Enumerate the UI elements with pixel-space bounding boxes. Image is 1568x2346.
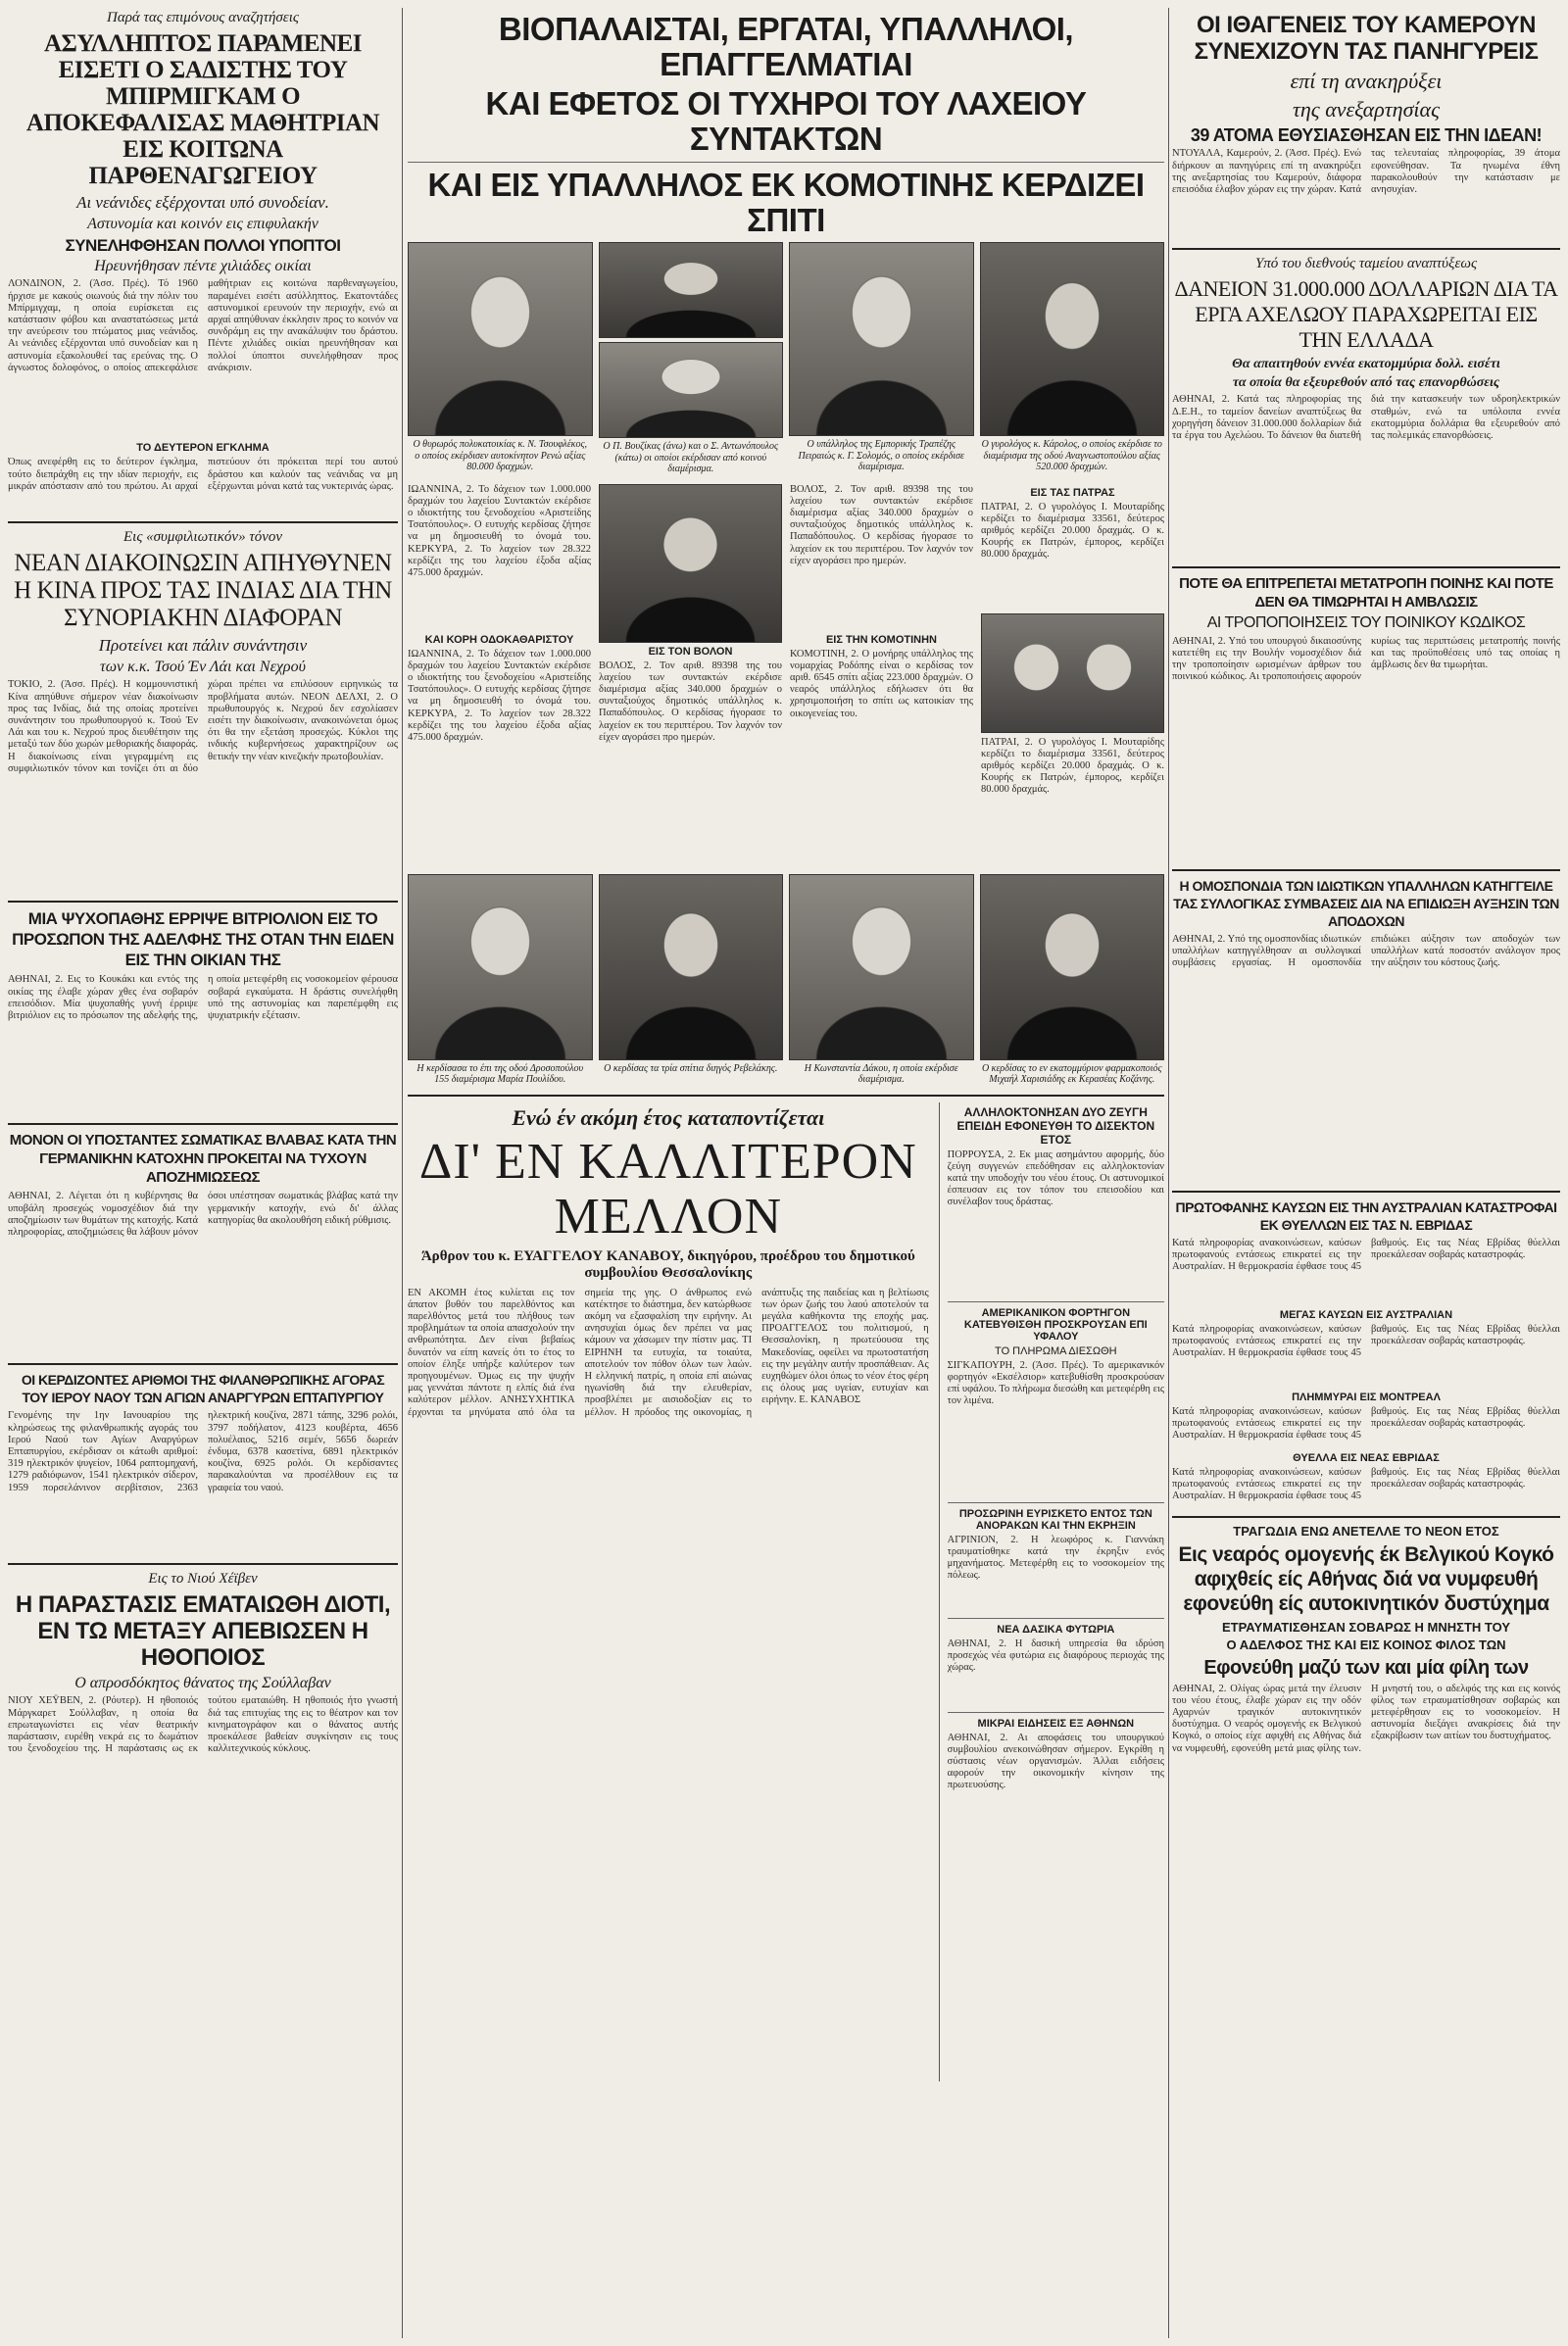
article-body: ΚΟΜΟΤΙΝΗ, 2. Ο μονήρης υπάλληλος της νομαρχίας Ροδόπης είναι ο κερδίσας τον αριθ. 6545 σπίτι αξίας 223.000 δραχμών. Ο νεαρός υπάλληλος εδήλωσεν ότι θα χρησιμοποιήση το σπίτι ως κατοικίαν της οικογενείας του. <box>790 648 973 719</box>
article-body: ΝΤΟΥΑΛΑ, Καμερούν, 2. (Άσσ. Πρές). Ενώ διήρκουν αι πανηγύρεις επί τη ανακηρύξει της ανεξαρτησίας του Καμερούν, διάφορα επεισόδια έλαβον χώραν εις την χώραν. Κατά τας τελευταίας πληροφορίας, 39 άτομα εφονεύθησαν. Τα ηνωμένα έθνη παρακολουθούν την κατάστασιν με ανησυχίαν. <box>1172 148 1560 195</box>
subheadline: Αστυνομία και κοινόν εις επιφυλακήν <box>87 216 318 232</box>
section-heading: ΜΕΓΑΣ ΚΑΥΣΩΝ ΕΙΣ ΑΥΣΤΡΑΛΙΑΝ <box>1279 1308 1453 1321</box>
divider <box>8 1363 398 1365</box>
article-body: Κατά πληροφορίας ανακοινώσεων, καύσων πρωτοφανούς εντάσεως επικρατεί εις την Αυστραλίαν. Η θερμοκρασία έφθασε τους 45 βαθμούς. Εις τας Νέας Εβρίδας θύελλαι προεκάλεσαν σοβαράς καταστροφάς. <box>1172 1237 1560 1273</box>
brief-body: ΑΘΗΝΑΙ, 2. Η δασική υπηρεσία θα ιδρύση προσεχώς νέα φυτώρια εις διαφόρους περιοχάς της χώρας. <box>947 1637 1164 1673</box>
subheadline: ΣΥΝΕΛΗΦΘΗΣΑΝ ΠΟΛΛΟΙ ΥΠΟΠΤΟΙ <box>65 236 341 255</box>
brief-body: ΠΟΡΡΟΥΣΑ, 2. Εκ μιας ασημάντου αφορμής, δύο ζεύγη συγγενών επεδόθησαν εις αλληλοκτονίαν κατά την υποδοχήν του νέου έτους. Οι αστυνομικοί έσπευσαν εις τον τόπον του επεισοδίου και συνέλαβον τους δράστας. <box>947 1149 1164 1208</box>
brief-headline: ΑΛΛΗΛΟΚΤΟΝΗΣΑΝ ΔΥΟ ΖΕΥΓΗ ΕΠΕΙΔΗ ΕΦΟΝΕΥΘΗ ΤΟ ΔΙΣΕΚΤΟΝ ΕΤΟΣ <box>956 1104 1155 1147</box>
headline: ΟΙ ΙΘΑΓΕΝΕΙΣ ΤΟΥ ΚΑΜΕΡΟΥΝ ΣΥΝΕΧΙΖΟΥΝ ΤΑΣ ΠΑΝΗΓΥΡΕΙΣ <box>1194 12 1539 65</box>
photo-caption: Ο κερδίσας τα τρία σπίτια διηγός Ρεβελάκης. <box>604 1062 778 1074</box>
brief-body: ΑΓΡΙΝΙΟΝ, 2. Η λεωφόρος κ. Γιαννάκη τραυματίσθηκε κατά την έκρηξιν ενός μηχανήματος. Μετεφέρθη εις το νοσοκομείον της πόλεως. <box>947 1534 1164 1582</box>
article-body: ΑΘΗΝΑΙ, 2. Υπό της ομοσπονδίας ιδιωτικών υπαλλήλων κατηγγέλθησαν αι συλλογικαί συμβάσεις εργασίας. Η ομοσπονδία επιδιώκει αύξησιν των αποδοχών των υπαλλήλων κατά ποσοστόν ανάλογον προς την αύξησιν του κόστους ζωής. <box>1172 933 1560 969</box>
divider <box>948 1618 1164 1619</box>
center-column <box>408 6 1164 2340</box>
left-column <box>8 6 398 2340</box>
brief-body: ΣΙΓΚΑΠΟΥΡΗ, 2. (Άσσ. Πρές). Το αμερικανικόν φορτηγόν «Εκσέλσιορ» κατεβυθίσθη προσκρούσαν επί υφάλου. Το πλήρωμα διεσώθη και μετεφέρθη εις τον λιμένα. <box>947 1359 1164 1407</box>
brief-headline: ΑΜΕΡΙΚΑΝΙΚΟΝ ΦΟΡΤΗΓΟΝ ΚΑΤΕΒΥΘΙΣΘΗ ΠΡΟΣΚΡΟΥΣΑΝ ΕΠΙ ΥΦΑΛΟΥ <box>963 1306 1148 1343</box>
photo-caption: Ο κερδίσας το εν εκατομμύριον φαρμακοποιός Μιχαήλ Χαρισιάδης εκ Κερασέας Κοζάνης. <box>981 1062 1162 1085</box>
photo-caption: Ο θυρωρός πολυκατοικίας κ. Ν. Τσουφλέκος, ο οποίος εκέρδισεν αυτοκίνητον Ρενώ αξίας 80.000 δραχμών. <box>413 439 588 472</box>
portrait-photo <box>789 874 974 1060</box>
right-column <box>1172 6 1560 2340</box>
divider <box>1172 869 1560 871</box>
subheadline: ΑΙ ΤΡΟΠΟΠΟΙΗΣΕΙΣ ΤΟΥ ΠΟΙΝΙΚΟΥ ΚΩΔΙΚΟΣ <box>1206 614 1526 632</box>
section-heading: ΕΙΣ ΤΑΣ ΠΑΤΡΑΣ <box>1030 486 1115 499</box>
main-headline: ΚΑΙ ΕΦΕΤΟΣ ΟΙ ΤΥΧΗΡΟΙ ΤΟΥ ΛΑΧΕΙΟΥ ΣΥΝΤΑΚΤΩΝ <box>485 85 1087 157</box>
article-body: ΙΩΑΝΝΙΝΑ, 2. Το δάχειον των 1.000.000 δραχμών του λαχείου Συντακτών εκέρδισε ο ιδιοκτήτης του ξενοδοχείου «Αριστείδης Τσατόπουλος». Ο ευτυχής κερδίσας ζήτησε να μη δημοσιευθή το όνομά του. ΚΕΡΚΥΡΑ, 2. Το λαχείον των 28.322 κερδίζει της του λαχείου έξοδα αξίας 475.000 δραχμών. <box>408 648 591 743</box>
article-body: Γενομένης την 1ην Ιανουαρίου της κληρώσεως της φιλανθρωπικής αγοράς του Ιερού Ναού των Αγίων Αναργύρων Επταπυργίου, εκέρδισαν οι κάτωθι αριθμοί: 319 ηλεκτρικόν ψυγείον, 1064 ραπτομηχανή, 1279 ραδιόφωνον, 1541 ηλεκτρικόν σίδερον, 1959 πορσελάνινον σερβίτσιον, 2363 ηλεκτρική κουζίνα, 2871 τάπης, 3296 ρολόι, 3797 ποδήλατον, 4123 κουβέρτα, 4656 πολυέλαιος, 5216 σεμέν, 5656 δωρεάν ένδυμα, 6378 κασετίνα, 6891 ηλεκτρικόν κουζίνα, 6925 ρολόι. Οι κερδίσαντες παρακαλούνται να προσέλθουν εις τα γραφεία του ναού. <box>8 1410 398 1493</box>
article-body: ΒΟΛΟΣ, 2. Τον αριθ. 89398 της του λαχείου των συντακτών εκέρδισε διαμέρισμα αξίας 340.000 δραχμών ο συνταξιούχος δημοτικός υπάλληλος κ. Παπαδόπουλος. Ο κερδίσας ήγορασε το λαχείον εκ του περιπτέρου. Τον λαχνόν τον είχεν αγοράσει προ ημερών. <box>599 660 782 743</box>
subheadline: τα οποία θα εξευρεθούν από τας επανορθώσεις <box>1232 375 1500 391</box>
divider <box>8 521 398 523</box>
portrait-photo <box>599 342 784 438</box>
photo-row <box>408 242 1164 478</box>
main-headline: ΚΑΙ ΕΙΣ ΥΠΑΛΛΗΛΟΣ ΕΚ ΚΟΜΟΤΙΝΗΣ ΚΕΡΔΙΖΕΙ ΣΠΙΤΙ <box>427 167 1145 238</box>
editorial <box>408 1102 929 2081</box>
divider <box>1172 248 1560 250</box>
subheadline: Θα απαιτηθούν εννέα εκατομμύρια δολλ. εισέτι <box>1232 357 1500 372</box>
subheadline: ΕΤΡΑΥΜΑΤΙΣΘΗΣΑΝ ΣΟΒΑΡΩΣ Η ΜΝΗΣΤΗ ΤΟΥ <box>1221 1619 1511 1635</box>
article-body: ΒΟΛΟΣ, 2. Τον αριθ. 89398 της του λαχείου των συντακτών εκέρδισε διαμέρισμα αξίας 340.000 δραχμών ο συνταξιούχος δημοτικός υπάλληλος κ. Παπαδόπουλος. Ο κερδίσας ήγορασε το λαχείον εκ του περιπτέρου. Τον λαχνόν τον είχεν αγοράσει προ ημερών. <box>790 483 973 566</box>
article-body: Κατά πληροφορίας ανακοινώσεων, καύσων πρωτοφανούς εντάσεως επικρατεί εις την Αυστραλίαν. Η θερμοκρασία έφθασε τους 45 βαθμούς. Εις τας Νέας Εβρίδας θύελλαι προεκάλεσαν σοβαράς καταστροφάς. <box>1172 1405 1560 1442</box>
group-photo <box>981 613 1164 733</box>
portrait-photo <box>789 242 974 436</box>
divider <box>1172 1191 1560 1193</box>
portrait-photo <box>599 242 784 338</box>
headline: ΔΑΝΕΙΟΝ 31.000.000 ΔΟΛΛΑΡΙΩΝ ΔΙΑ ΤΑ ΕΡΓΑ ΑΧΕΛΩΟΥ ΠΑΡΑΧΩΡΕΙΤΑΙ ΕΙΣ ΤΗΝ ΕΛΛΑΔΑ <box>1174 276 1558 353</box>
subheadline: Προτείνει και πάλιν συνάντησιν <box>98 636 308 656</box>
section-heading: ΕΙΣ ΤΟΝ ΒΟΛΟΝ <box>648 645 733 658</box>
divider <box>8 1563 398 1565</box>
subheadline: Ο ΑΔΕΛΦΟΣ ΤΗΣ ΚΑΙ ΕΙΣ ΚΟΙΝΟΣ ΦΙΛΟΣ ΤΩΝ <box>1226 1637 1506 1652</box>
subheadline: της ανεξαρτησίας <box>1292 97 1441 122</box>
divider <box>948 1502 1164 1503</box>
kicker: ΤΡΑΓΩΔΙΑ ΕΝΩ ΑΝΕΤΕΛΛΕ ΤΟ ΝΕΟΝ ΕΤΟΣ <box>1233 1523 1499 1539</box>
headline: ΠΟΤΕ ΘΑ ΕΠΙΤΡΕΠΕΤΑΙ ΜΕΤΑΤΡΟΠΗ ΠΟΙΝΗΣ ΚΑΙ ΠΟΤΕ ΔΕΝ ΘΑ ΤΙΜΩΡΗΤΑΙ Η ΑΜΒΛΩΣΙΣ <box>1179 575 1553 611</box>
brief-subheadline: ΤΟ ΠΛΗΡΩΜΑ ΔΙΕΣΩΘΗ <box>995 1344 1117 1357</box>
article-body: Κατά πληροφορίας ανακοινώσεων, καύσων πρωτοφανούς εντάσεως επικρατεί εις την Αυστραλίαν. Η θερμοκρασία έφθασε τους 45 βαθμούς. Εις τας Νέας Εβρίδας θύελλαι προεκάλεσαν σοβαράς καταστροφάς. <box>1172 1466 1560 1502</box>
subheadline: Εφονεύθη μαζύ των και μία φίλη των <box>1203 1656 1529 1679</box>
subheadline: των κ.κ. Τσού Έν Λάι και Νεχρού <box>100 659 306 676</box>
photo-caption: Η Κωνσταντία Δάκου, η οποία εκέρδισε διαμέρισμα. <box>804 1062 958 1085</box>
byline: Άρθρον του κ. ΕΥΑΓΓΕΛΟΥ ΚΑΝΑΒΟΥ, δικηγόρου, προέδρου του δημοτικού συμβουλίου Θεσσαλονίκης <box>420 1247 915 1281</box>
headline: ΜΙΑ ΨΥΧΟΠΑΘΗΣ ΕΡΡΙΨΕ ΒΙΤΡΙΟΛΙΟΝ ΕΙΣ ΤΟ ΠΡΟΣΩΠΟΝ ΤΗΣ ΑΔΕΛΦΗΣ ΤΗΣ ΟΤΑΝ ΤΗΝ ΕΙΔΕΝ ΕΙΣ ΤΗΝ ΟΙΚΙΑΝ ΤΗΣ <box>12 909 394 970</box>
article-body: ΙΩΑΝΝΙΝΑ, 2. Το δάχειον των 1.000.000 δραχμών του λαχείου Συντακτών εκέρδισε ο ιδιοκτήτης του ξενοδοχείου «Αριστείδης Τσατόπουλος». Ο ευτυχής κερδίσας ζήτησε να μη δημοσιευθή το όνομά του. ΚΕΡΚΥΡΑ, 2. Το λαχείον των 28.322 κερδίζει της του λαχείου έξοδα αξίας 475.000 δραχμών. <box>408 483 591 578</box>
photo-caption: Ο γυρολόγος κ. Κάρολος, ο οποίος εκέρδισε το διαμέρισμα της οδού Αναγνωστοπούλου αξίας 520.000 δραχμών. <box>981 439 1162 472</box>
section-heading: ΚΑΙ ΚΟΡΗ ΟΔΟΚΑΘΑΡΙΣΤΟΥ <box>424 633 574 646</box>
divider <box>408 162 1164 163</box>
divider <box>1172 1516 1560 1518</box>
brief-headline: ΜΙΚΡΑΙ ΕΙΔΗΣΕΙΣ ΕΞ ΑΘΗΝΩΝ <box>977 1717 1135 1730</box>
divider <box>8 1123 398 1125</box>
portrait-photo <box>599 874 784 1060</box>
portrait-photo <box>980 874 1165 1060</box>
headline: ΝΕΑΝ ΔΙΑΚΟΙΝΩΣΙΝ ΑΠΗΥΘΥΝΕΝ Η ΚΙΝΑ ΠΡΟΣ ΤΑΣ ΙΝΔΙΑΣ ΔΙΑ ΤΗΝ ΣΥΝΟΡΙΑΚΗΝ ΔΙΑΦΟΡΑΝ <box>14 550 392 632</box>
subheadline: Ο απροσδόκητος θάνατος της Σούλλαβαν <box>74 1675 331 1692</box>
lower-center <box>408 1102 1164 2081</box>
photo-caption: Ο Π. Βουζίκας (άνω) και ο Σ. Αντωνόπουλος (κάτω) οι οποίοι εκέρδισαν από κοινού διαμέρισμα. <box>603 441 779 474</box>
photo-caption: Η κερδίσασα το έπι της οδού Δροσοπούλου 155 διαμέρισμα Μαρία Πουλίδου. <box>416 1062 584 1085</box>
subheadline: Ηρευνήθησαν πέντε χιλιάδες οικίαι <box>94 258 312 275</box>
subheadline: 39 ΑΤΟΜΑ ΕΘΥΣΙΑΣΘΗΣΑΝ ΕΙΣ ΤΗΝ ΙΔΕΑΝ! <box>1190 125 1543 145</box>
brief-headline: ΠΡΟΣΩΡΙΝΗ ΕΥΡΙΣΚΕΤΟ ΕΝΤΟΣ ΤΩΝ ΑΝΟΡΑΚΩΝ ΚΑΙ ΤΗΝ ΕΚΡΗΞΙΝ <box>958 1507 1152 1532</box>
photo-caption: Ο υπάλληλος της Εμπορικής Τραπέζης Πειραιώς κ. Γ. Σολομός, ο οποίος εκέρδισε διαμέρισμα. <box>798 439 964 472</box>
section-heading: ΠΛΗΜΜΥΡΑΙ ΕΙΣ ΜΟΝΤΡΕΑΛ <box>1292 1391 1441 1403</box>
column-rule <box>1168 8 1169 2338</box>
divider <box>8 901 398 903</box>
headline: Η ΠΑΡΑΣΤΑΣΙΣ ΕΜΑΤΑΙΩΘΗ ΔΙΟΤΙ, ΕΝ ΤΩ ΜΕΤΑΞΥ ΑΠΕΒΙΩΣΕΝ Η ΗΘΟΠΟΙΟΣ <box>15 1591 391 1672</box>
kicker: Υπό του διεθνούς ταμείου αναπτύξεως <box>1254 256 1478 272</box>
article-body: ΛΟΝΔΙΝΟΝ, 2. (Άσσ. Πρές). Τό 1960 ήρχισε με κακούς οιωνούς διά την πόλιν του Μπίρμιγχαμ, η οποία ευρίσκεται εις κατάστασιν φόβου και αναστατώσεως μετά την ανεύρεσιν του πτώματος μιας νεάνιδος. Αι νεάνιδες εξέρχονται υπό συνοδείαν και η αστυνομία εξακολουθεί τας ερεύνας της. Ο άγνωστος δολοφόνος, ο οποίος απεκεφάλισε μαθήτριαν εις κοιτώνα παρθεναγωγείου, παραμένει εισέτι ασύλληπτος. Εκατοντάδες αστυνομικοί ερευνούν την περιοχήν, ενώ αι αρχαί απηύθυναν έκκλησιν προς το κοινόν να συνδράμη εις την ανακάλυψιν του δράστου. Πέντε χιλιάδες οικίαι ηρευνήθησαν και πολλοί ύποπτοι συνελήφθησαν προς ανάκρισιν. <box>8 278 398 373</box>
article-body: Όπως ανεφέρθη εις το δεύτερον έγκλημα, τούτο διεπράχθη εις την ιδίαν περιοχήν, εις μικράν απόστασιν από του πρώτου. Αι αρχαί πιστεύουν ότι πρόκειται περί του αυτού δράστου και καλούν τας νεάνιδας να μη εξέρχωνται μόναι κατά τας νυκτερινάς ώρας. <box>8 457 398 492</box>
kicker: Παρά τας επιμόνους αναζητήσεις <box>107 10 299 25</box>
headline: ΑΣΥΛΛΗΠΤΟΣ ΠΑΡΑΜΕΝΕΙ ΕΙΣΕΤΙ Ο ΣΑΔΙΣΤΗΣ ΤΟΥ ΜΠΙΡΜΙΓΚΑΜ Ο ΑΠΟΚΕΦΑΛΙΣΑΣ ΜΑΘΗΤΡΙΑΝ ΕΙΣ ΚΟΙΤΩΝΑ ΠΑΡΘΕΝΑΓΩΓΕΙΟΥ <box>25 30 380 189</box>
headline: ΜΟΝΟΝ ΟΙ ΥΠΟΣΤΑΝΤΕΣ ΣΩΜΑΤΙΚΑΣ ΒΛΑΒΑΣ ΚΑΤΑ ΤΗΝ ΓΕΡΜΑΝΙΚΗΝ ΚΑΤΟΧΗΝ ΠΡΟΚΕΙΤΑΙ ΝΑ ΤΥΧΟΥΝ ΑΠΟΖΗΜΙΩΣΕΩΣ <box>9 1132 397 1187</box>
article-body: ΑΘΗΝΑΙ, 2. Υπό του υπουργού δικαιοσύνης κατετέθη εις την Βουλήν νομοσχέδιον διά την τροποποίησιν ωρισμένων άρθρων του ποινικού κώδικος. Αι τροποποιήσεις αφορούν κυρίως τας περιπτώσεις μετατροπής ποινής και τας προϋποθέσεις υπό τας οποίας η άμβλωσις δεν θα τιμωρήται. <box>1172 635 1560 683</box>
divider <box>948 1712 1164 1713</box>
divider <box>408 1095 1164 1097</box>
subheadline: Αι νεάνιδες εξέρχονται υπό συνοδείαν. <box>76 193 329 212</box>
headline: ΠΡΩΤΟΦΑΝΗΣ ΚΑΥΣΩΝ ΕΙΣ ΤΗΝ ΑΥΣΤΡΑΛΙΑΝ ΚΑΤΑΣΤΡΟΦΑΙ ΕΚ ΘΥΕΛΛΩΝ ΕΙΣ ΤΑΣ Ν. ΕΒΡΙΔΑΣ <box>1175 1198 1557 1233</box>
brief-body: ΑΘΗΝΑΙ, 2. Αι αποφάσεις του υπουργικού συμβουλίου ανεκοινώθησαν σήμερον. Εγκρίθη η σύστασις νέων οργανισμών. Άλλαι ειδήσεις αφορούν την οικονομικήν κίνησιν της πρωτευούσης. <box>947 1732 1164 1791</box>
article-body: ΤΟΚΙΟ, 2. (Άσσ. Πρές). Η κομμουνιστική Κίνα απηύθυνε σήμερον νέαν διακοίνωσιν προς τας Ινδίας, διά της οποίας προτείνει συνάντησιν του πρωθυπουργού κ. Τσού Έν Λάι και του κ. Νεχρού προς διευθέτησιν της μεταξύ των δύο χωρών μεθοριακής διαφοράς. Η διακοίνωσις είναι γεγραμμένη εις συμφιλιωτικόν τόνον και τονίζει ότι αι δύο χώραι πρέπει να επιλύσουν ειρηνικώς τα προβλήματα αυτών. ΝΕΟΝ ΔΕΛΧΙ, 2. Ο πρωθυπουργός κ. Νεχρού δεν εσχολίασεν εισέτι την διακοίνωσιν, ανακοινώνεται όμως ότι θα την εξετάση προσεχώς. Κύκλοι της ινδικής κυβερνήσεως χαρακτηρίζουν ως θετικήν την νέαν κινεζικήν πρωτοβουλίαν. <box>8 679 398 774</box>
portrait-photo <box>408 874 593 1060</box>
photo-row <box>408 874 1164 1089</box>
subheadline: επί τη ανακηρύξει <box>1290 69 1443 93</box>
column-rule <box>402 8 403 2338</box>
side-briefs <box>939 1102 1164 2081</box>
brief-headline: ΝΕΑ ΔΑΣΙΚΑ ΦΥΤΩΡΙΑ <box>997 1623 1115 1636</box>
editorial-body: ΕΝ ΑΚΟΜΗ έτος κυλίεται εις τον άπατον βυθόν του παρελθόντος και παρελθόντος μετά του πλήθους των προβλημάτων τα οποία απασχολούν την ανθρωπότητα. Δεν είναι βεβαίως δυνατόν να είπη κανείς ότι το έτος το οποίον έληξε υπήρξε καλύτερον των προηγουμένων. Όμως εις την ψυχήν μας γεννάται πάντοτε η ελπίς διά ένα καλύτερον μέλλον. ΑΝΗΣΥΧΗΤΙΚΑ έρχονται τα μηνύματα από όλα τα σημεία της γης. Ο άνθρωπος ενώ κατέκτησε το διάστημα, δεν κατώρθωσε ακόμη να εξασφαλίση την ειρήνην. Αι ανησυχίαι όμως δεν πρέπει να μας κάμουν να χάσωμεν την πίστιν μας. ΤΙ ΕΙΡΗΝΗ τα ευτυχία, τα τοιαύτα, αποτελούν τον πόθον όλων των λαών. Η ελληνική πατρίς, η οποία επί αιώνας ηγωνίσθη διά την ελευθερίαν, προσβλέπει με αισιοδοξίαν εις το μέλλον. Η πρόοδος της οικονομίας, η ανάπτυξις της παιδείας και η βελτίωσις των όρων ζωής του λαού αποτελούν τα μεγάλα καθήκοντα της εποχής μας. ΠΡΟΑΓΓΕΛΟΣ του πολιτισμού, η Θεσσαλονίκη, η πρωτεύουσα της Μακεδονίας, οφείλει να πρωτοστατήση εις την μεγάλην αυτήν προσπάθειαν. Ας ευχηθώμεν όλοι όπως το νέον έτος φέρη εις όλους μας υγείαν, ευτυχίαν και ειρήνην. Ε. ΚΑΝΑΒΟΣ <box>408 1287 929 1418</box>
article-body: ΑΘΗΝΑΙ, 2. Λέγεται ότι η κυβέρνησις θα υποβάλη προσεχώς νομοσχέδιον διά την αποζημίωσιν των θυμάτων της κατοχής. Κατά πληροφορίας, αποζημιώσεις θα λάβουν μόνον όσοι υπέστησαν σωματικάς βλάβας κατά την γερμανικήν κατοχήν, ενώ δι' άλλας κατηγορίας θα ακολουθήση ειδική ρύθμισις. <box>8 1191 398 1238</box>
portrait-photo <box>980 242 1165 436</box>
article-body: ΠΑΤΡΑΙ, 2. Ο γυρολόγος Ι. Μουταρίδης κερδίζει το διαμέρισμα 33561, δεύτερος αριθμός κερδίζει 20.000 δραχμάς. Ο κ. Κουρής εκ Πατρών, έμπορος, κερδίζει 80.000 δραχμάς. <box>981 501 1164 561</box>
article-body: ΝΙΟΥ ΧΕΫΒΕΝ, 2. (Ρόυτερ). Η ηθοποιός Μάργκαρετ Σούλλαβαν, η οποία θα επρωταγωνίστει εις νέαν θεατρικήν παράστασιν, ευρέθη νεκρά εις το δωμάτιον του ξενοδοχείου της. Η παράστασις ως εκ τούτου εματαιώθη. Η ηθοποιός ήτο γνωστή διά τας επιτυχίας της εις το θέατρον και τον κινηματογράφον και ο θάνατος αυτής προεκάλεσε βαθείαν συγκίνησιν εις τους καλλιτεχνικούς κύκλους. <box>8 1695 398 1755</box>
kicker: Ενώ έν ακόμη έτος καταποντίζεται <box>512 1104 825 1130</box>
headline: Η ΟΜΟΣΠΟΝΔΙΑ ΤΩΝ ΙΔΙΩΤΙΚΩΝ ΥΠΑΛΛΗΛΩΝ ΚΑΤΗΓΓΕΙΛΕ ΤΑΣ ΣΥΛΛΟΓΙΚΑΣ ΣΥΜΒΑΣΕΙΣ ΔΙΑ ΝΑ ΕΠΙΔΙΩΞΗ ΑΥΞΗΣΙΝ ΤΩΝ ΑΠΟΔΟΧΩΝ <box>1173 877 1559 929</box>
portrait-photo <box>599 484 782 643</box>
headline: Εις νεαρός ομογενής έκ Βελγικού Κογκό αφιχθείς είς Αθήνας διά να νυμφευθή εφονεύθη είς αυτοκινητικόν δυστύχημα <box>1178 1542 1554 1615</box>
portrait-photo <box>408 242 593 436</box>
section-heading: ΤΟ ΔΕΥΤΕΡΟΝ ΕΓΚΛΗΜΑ <box>136 442 270 455</box>
main-headline: ΒΙΟΠΑΛΑΙΣΤΑΙ, ΕΡΓΑΤΑΙ, ΥΠΑΛΛΗΛΟΙ, ΕΠΑΓΓΕΛΜΑΤΙΑΙ <box>498 11 1074 82</box>
kicker: Εις «συμφιλιωτικόν» τόνον <box>122 529 283 546</box>
article-body: ΑΘΗΝΑΙ, 2. Ολίγας ώρας μετά την έλευσιν του νέου έτους, έλαβε χώραν εις την οδόν Αχαρνών τραγικόν αυτοκινητικόν δυστύχημα. Ο νεαρός ομογενής εκ Βελγικού Κογκό, ο οποίος είχε αφιχθή εις Αθήνας διά να νυμφευθή, εφονεύθη μετά μιας φίλης των. Η μνηστή του, ο αδελφός της και εις κοινός φίλος των ετραυματίσθησαν σοβαρώς και μετεφέρθησαν εις το νοσοκομείον. Η αστυνομία διεξάγει ανακρίσεις διά την εξακρίβωσιν των αιτίων του δυστυχήματος. <box>1172 1683 1560 1754</box>
headline: ΟΙ ΚΕΡΔΙΖΟΝΤΕΣ ΑΡΙΘΜΟΙ ΤΗΣ ΦΙΛΑΝΘΡΩΠΙΚΗΣ ΑΓΟΡΑΣ ΤΟΥ ΙΕΡΟΥ ΝΑΟΥ ΤΩΝ ΑΓΙΩΝ ΑΝΑΡΓΥΡΩΝ ΕΠΤΑΠΥΡΓΙΟΥ <box>21 1372 385 1406</box>
section-heading: ΘΥΕΛΛΑ ΕΙΣ ΝΕΑΣ ΕΒΡΙΔΑΣ <box>1293 1451 1440 1464</box>
regional-reports <box>408 484 1164 866</box>
editorial-headline: ΔΙ' ΕΝ ΚΑΛΛΙΤΕΡΟΝ ΜΕΛΛΟΝ <box>418 1133 917 1245</box>
article-body: ΑΘΗΝΑΙ, 2. Εις το Κουκάκι και εντός της οικίας της έλαβε χώραν χθες ένα σοβαρόν επεισόδιον. Μία ψυχοπαθής γυνή έρριψε βιτριόλιον εις το πρόσωπον της αδελφής της, η οποία μετεφέρθη εις νοσοκομείον φέρουσα σοβαρά εγκαύματα. Η δράστις συνελήφθη υπό της αστυνομίας και παρεπέμφθη εις ψυχιατρικήν εξέτασιν. <box>8 974 398 1021</box>
divider <box>1172 566 1560 568</box>
kicker: Εις το Νιού Χέϊβεν <box>148 1571 258 1588</box>
divider <box>948 1301 1164 1302</box>
article-body: Κατά πληροφορίας ανακοινώσεων, καύσων πρωτοφανούς εντάσεως επικρατεί εις την Αυστραλίαν. Η θερμοκρασία έφθασε τους 45 βαθμούς. Εις τας Νέας Εβρίδας θύελλαι προεκάλεσαν σοβαράς καταστροφάς. <box>1172 1323 1560 1359</box>
article-body: ΠΑΤΡΑΙ, 2. Ο γυρολόγος Ι. Μουταρίδης κερδίζει το διαμέρισμα 33561, δεύτερος αριθμός κερδίζει 20.000 δραχμάς. Ο κ. Κουρής εκ Πατρών, έμπορος, κερδίζει 80.000 δραχμάς. <box>981 736 1164 796</box>
article-body: ΑΘΗΝΑΙ, 2. Κατά τας πληροφορίας της Δ.Ε.Η., το ταμείον δανείων αναπτύξεως θα χορηγήση δάνειον 31.000.000 δολλαρίων διά τα έργα του Αχελώου. Το δάνειον θα διατεθή διά την κατασκευήν των υδροηλεκτρικών σταθμών, ενώ τα υπόλοιπα εννέα εκατομμύρια δολλάρια θα εξευρεθούν από τας πολεμικάς επανορθώσεις. <box>1172 394 1560 441</box>
section-heading: ΕΙΣ ΤΗΝ ΚΟΜΟΤΙΝΗΝ <box>825 633 938 646</box>
